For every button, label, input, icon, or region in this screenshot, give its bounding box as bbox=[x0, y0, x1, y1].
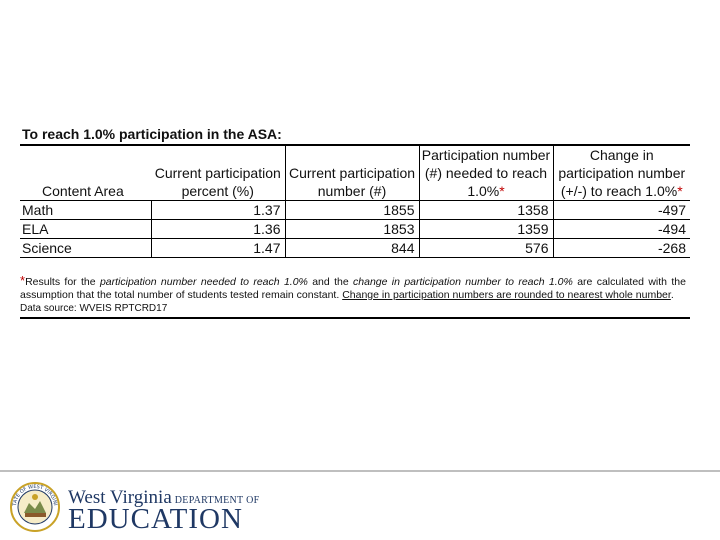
row-number: 1853 bbox=[285, 220, 419, 239]
wvde-logo bbox=[10, 482, 260, 534]
note-text: . bbox=[670, 289, 674, 301]
row-change: -494 bbox=[553, 220, 690, 239]
logo-education: EDUCATION bbox=[68, 503, 243, 535]
row-needed: 1358 bbox=[419, 201, 553, 220]
row-number: 1855 bbox=[285, 201, 419, 220]
row-number: 844 bbox=[285, 239, 419, 258]
logo-state: West Virginia bbox=[68, 487, 172, 508]
row-change: -497 bbox=[553, 201, 690, 220]
seal-text: TATE OF WEST VIRGINI bbox=[12, 483, 58, 507]
row-area: ELA bbox=[22, 221, 49, 237]
asterisk-mark: * bbox=[499, 183, 505, 199]
row-percent: 1.37 bbox=[151, 201, 285, 220]
table-header-row bbox=[20, 146, 690, 201]
logo-department: DEPARTMENT OF bbox=[174, 495, 260, 506]
participation-table bbox=[20, 144, 690, 258]
note-text: and the bbox=[307, 276, 354, 288]
note-italic: change in participation number to reach 1.0% bbox=[353, 276, 573, 288]
row-needed: 576 bbox=[419, 239, 553, 258]
data-source: Data source: WVEIS RPTCRD17 bbox=[20, 302, 690, 319]
rounding-note: Change in participation numbers are rounded to nearest whole number bbox=[342, 289, 671, 301]
header-change-number bbox=[553, 146, 690, 201]
header-change-number-label: Change in participation number (+/-) to reach 1.0% bbox=[558, 147, 686, 199]
footnotes bbox=[20, 274, 690, 319]
table-row bbox=[20, 201, 690, 220]
header-needed-number bbox=[419, 146, 553, 201]
header-current-number: Current participation number (#) bbox=[288, 165, 416, 199]
header-needed-number-label: Participation number (#) needed to reach 1.0% bbox=[421, 147, 551, 199]
row-needed: 1359 bbox=[419, 220, 553, 239]
row-change: -268 bbox=[553, 239, 690, 258]
results-note bbox=[20, 274, 690, 302]
asterisk-mark: * bbox=[677, 183, 683, 199]
asterisk-mark: * bbox=[20, 273, 26, 288]
page-title: To reach 1.0% participation in the ASA: bbox=[22, 126, 282, 142]
header-current-percent: Current participation percent (%) bbox=[151, 146, 285, 201]
header-content-area: Content Area bbox=[42, 183, 124, 199]
state-seal-icon bbox=[10, 482, 60, 532]
row-area: Science bbox=[22, 240, 72, 256]
table-row bbox=[20, 220, 690, 239]
note-text: are calculated with the assumption that the total number of students tested remain constant. bbox=[20, 276, 686, 301]
row-percent: 1.47 bbox=[151, 239, 285, 258]
table-row bbox=[20, 239, 690, 258]
row-area: Math bbox=[22, 202, 54, 218]
note-italic: participation number needed to reach 1.0% bbox=[99, 276, 308, 288]
footer-divider bbox=[0, 470, 720, 472]
note-text: Results for the bbox=[25, 276, 100, 288]
row-percent: 1.36 bbox=[151, 220, 285, 239]
